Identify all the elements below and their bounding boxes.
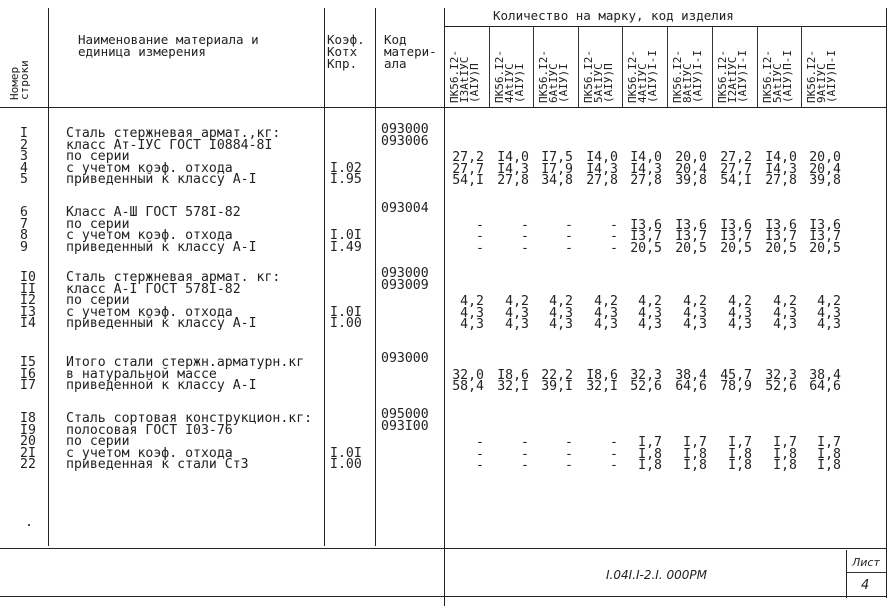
quantity-value: I,8: [817, 446, 841, 462]
quantity-value: 52,6: [765, 379, 797, 395]
quantity-value: 39,8: [809, 173, 841, 189]
quantity-value: 27,8: [630, 173, 662, 189]
quantity-value: 4,3: [505, 317, 529, 333]
quantity-value: -: [521, 458, 529, 474]
coefficient-values: I.0I I.00: [330, 445, 362, 473]
quantity-value: I4,0: [630, 150, 662, 166]
quantity-value: -: [565, 446, 573, 462]
quantity-value: -: [521, 435, 529, 451]
quantity-value: I,7: [773, 435, 797, 451]
quantity-value: 4,3: [638, 305, 662, 321]
quantity-value: I4,3: [765, 161, 797, 177]
coefficient-values: I.0I I.00: [330, 304, 362, 332]
mark-column-divider: [533, 26, 534, 107]
mark-column-divider: [622, 26, 623, 107]
mark-column-divider: [801, 26, 802, 107]
quantity-value: -: [565, 217, 573, 233]
quantity-value: 22,2: [541, 367, 573, 383]
quantity-value: -: [610, 240, 618, 256]
quantity-value: 27,8: [497, 173, 529, 189]
mark-header: ПК56.I2- 4AtIУС (AIУ)I-I: [626, 50, 659, 103]
material-description: Класс А-Ш ГОСТ 578I-82 по серии с учетом коэф. отхода приведенный к классу А-I: [66, 205, 257, 255]
quantity-value: 54,I: [720, 173, 752, 189]
quantity-value: I3,6: [765, 217, 797, 233]
quantity-value: I3,7: [675, 229, 707, 245]
mark-header: ПК56.I2- 9AtIУС (AIУ)П-I: [805, 50, 838, 103]
quantity-value: 20,5: [720, 240, 752, 256]
quantity-value: I8,6: [586, 367, 618, 383]
quantity-value: 4,2: [594, 294, 618, 310]
quantity-value: I,8: [638, 458, 662, 474]
quantity-value: 4,3: [594, 305, 618, 321]
quantity-value: I,7: [728, 435, 752, 451]
mark-column-divider: [578, 26, 579, 107]
material-code: 093000 093006: [381, 122, 429, 149]
header-material-code: Код матери- ала: [384, 32, 437, 71]
quantity-value: 20,4: [675, 161, 707, 177]
document-code: I.04I.I-2.I. 000PM: [606, 568, 707, 582]
quantity-value: -: [610, 217, 618, 233]
quantity-value: 64,6: [809, 379, 841, 395]
quantity-value: 4,3: [549, 317, 573, 333]
quantity-value: I3,7: [720, 229, 752, 245]
frame-line: [0, 548, 886, 549]
quantity-value: -: [521, 229, 529, 245]
frame-line: [886, 8, 887, 598]
quantity-value: -: [565, 240, 573, 256]
quantity-value: 4,3: [683, 305, 707, 321]
coefficient-values: I.02 I.95: [330, 160, 362, 188]
quantity-value: 4,2: [773, 294, 797, 310]
quantity-value: -: [610, 458, 618, 474]
quantity-value: I3,6: [675, 217, 707, 233]
quantity-value: 4,3: [638, 317, 662, 333]
quantity-value: 32,I: [497, 379, 529, 395]
mark-header: ПК56.I2- 5AtIУС (AIУ)П: [582, 50, 615, 103]
mark-header: ПК56.I2- 4AtIУС (AIУ)I: [493, 50, 526, 103]
material-code: 093000 093009: [381, 266, 429, 293]
sheet-label: Лист: [852, 556, 880, 569]
quantity-value: I4,0: [497, 150, 529, 166]
row-dot-marker: .: [25, 515, 33, 530]
quantity-value: 54,I: [452, 173, 484, 189]
mark-header: ПК56.I2- 5AtIУС (AIУ)П-I: [761, 50, 794, 103]
quantity-value: I4,3: [630, 161, 662, 177]
quantity-value: -: [610, 229, 618, 245]
quantity-value: 78,9: [720, 379, 752, 395]
quantity-value: 4,2: [549, 294, 573, 310]
quantity-value: I7,9: [541, 161, 573, 177]
quantity-value: -: [565, 458, 573, 474]
quantity-value: I3,6: [720, 217, 752, 233]
quantity-value: I8,6: [497, 367, 529, 383]
frame-line: [48, 8, 49, 546]
mark-header: ПК56.I2- I2AtIУС (AIУ)I-I: [716, 50, 749, 103]
quantity-value: -: [521, 446, 529, 462]
quantity-value: 32,0: [452, 367, 484, 383]
quantity-value: 27,2: [720, 150, 752, 166]
quantity-value: 32,3: [630, 367, 662, 383]
quantity-value: 4,2: [460, 294, 484, 310]
header-material-name: Наименование материала и единица измерения: [78, 32, 259, 59]
frame-line: [846, 572, 886, 573]
frame-line: [444, 26, 886, 27]
quantity-value: 4,3: [505, 305, 529, 321]
quantity-value: I3,7: [630, 229, 662, 245]
frame-line: [375, 8, 376, 546]
quantity-value: 4,2: [683, 294, 707, 310]
quantity-value: 27,2: [452, 150, 484, 166]
sheet-number: 4: [861, 578, 870, 593]
quantity-value: 27,8: [586, 173, 618, 189]
quantity-value: 4,2: [817, 294, 841, 310]
quantity-value: I,8: [683, 458, 707, 474]
frame-line: [324, 8, 325, 546]
row-numbers: 6 7 8 9: [20, 205, 28, 255]
quantity-value: 4,2: [728, 294, 752, 310]
quantity-value: -: [476, 217, 484, 233]
quantity-value: 4,3: [728, 305, 752, 321]
quantity-value: 58,4: [452, 379, 484, 395]
quantity-value: I,7: [817, 435, 841, 451]
mark-column-divider: [489, 26, 490, 107]
quantity-value: 4,3: [773, 305, 797, 321]
quantity-value: -: [476, 435, 484, 451]
material-description: Сталь стержневая армат. кг: класс А-I ГОСТ 578I-82 по серии с учетом коэф. отхода приведенный к классу А-I: [66, 270, 281, 332]
quantity-value: 20,0: [675, 150, 707, 166]
frame-line: [0, 596, 886, 597]
quantity-value: I3,7: [809, 229, 841, 245]
quantity-value: -: [565, 229, 573, 245]
quantity-value: 4,2: [505, 294, 529, 310]
quantity-value: 4,3: [549, 305, 573, 321]
quantity-value: I,7: [683, 435, 707, 451]
quantity-value: 20,5: [675, 240, 707, 256]
quantity-value: -: [476, 229, 484, 245]
mark-header: ПК56.I2- 8AtIУС (AIУ)I-I: [671, 50, 704, 103]
quantity-value: 4,3: [594, 317, 618, 333]
quantity-value: 4,3: [817, 317, 841, 333]
mark-header: ПК56.I2- I3AtIУС (AIУ)П: [448, 50, 481, 103]
quantity-value: -: [521, 217, 529, 233]
quantity-value: 4,3: [683, 317, 707, 333]
material-code: 093004: [381, 201, 429, 216]
frame-line: [444, 8, 445, 606]
quantity-value: I7,5: [541, 150, 573, 166]
quantity-value: I4,3: [586, 161, 618, 177]
quantity-value: 39,I: [541, 379, 573, 395]
quantity-value: 27,7: [452, 161, 484, 177]
quantity-value: I4,0: [765, 150, 797, 166]
coefficient-values: I.0I I.49: [330, 228, 362, 255]
quantity-value: 52,6: [630, 379, 662, 395]
quantity-value: I,8: [728, 446, 752, 462]
quantity-value: I,8: [773, 458, 797, 474]
quantity-value: I,8: [817, 458, 841, 474]
mark-column-divider: [757, 26, 758, 107]
quantity-value: I3,6: [630, 217, 662, 233]
quantity-value: I3,6: [809, 217, 841, 233]
mark-header: ПК56.I2- 6AtIУС (AIУ)I: [537, 50, 570, 103]
quantity-value: I,8: [638, 446, 662, 462]
mark-column-divider: [712, 26, 713, 107]
material-code: 093000: [381, 351, 429, 366]
quantity-value: 20,5: [809, 240, 841, 256]
header-coefficient: Коэф. Котх Кпр.: [327, 32, 365, 71]
quantity-value: 20,4: [809, 161, 841, 177]
quantity-value: 38,4: [675, 367, 707, 383]
quantity-value: -: [476, 446, 484, 462]
quantity-value: -: [610, 435, 618, 451]
mark-column-divider: [667, 26, 668, 107]
header-quantity-title: Количество на марку, код изделия: [493, 8, 734, 23]
quantity-value: 38,4: [809, 367, 841, 383]
quantity-value: -: [476, 458, 484, 474]
frame-line: [0, 107, 886, 108]
quantity-value: -: [521, 240, 529, 256]
quantity-value: 45,7: [720, 367, 752, 383]
quantity-value: 20,0: [809, 150, 841, 166]
quantity-value: I4,3: [497, 161, 529, 177]
quantity-value: -: [565, 435, 573, 451]
quantity-value: I,8: [683, 446, 707, 462]
quantity-value: 4,3: [460, 317, 484, 333]
quantity-value: I,7: [638, 435, 662, 451]
material-description: Итого стали стержн.арматурн.кг в натуральной массе приведенной к классу А-I: [66, 355, 305, 394]
quantity-value: 27,8: [765, 173, 797, 189]
quantity-value: I4,0: [586, 150, 618, 166]
quantity-value: I,8: [773, 446, 797, 462]
quantity-value: 4,2: [638, 294, 662, 310]
quantity-value: -: [610, 446, 618, 462]
quantity-value: 20,5: [630, 240, 662, 256]
quantity-value: 27,7: [720, 161, 752, 177]
quantity-value: 4,3: [460, 305, 484, 321]
quantity-value: 4,3: [773, 317, 797, 333]
material-description: Сталь стержневая армат.,кг: класс Ат-IУС ГОСТ I0884-8I по серии с учетом коэф. отхода приведенный к классу А-I: [66, 126, 281, 188]
quantity-value: I,8: [728, 458, 752, 474]
row-numbers: I8 I9 20 2I 22: [20, 411, 36, 473]
header-row-number: Номер строки: [8, 60, 31, 100]
quantity-value: -: [476, 240, 484, 256]
quantity-value: 20,5: [765, 240, 797, 256]
row-numbers: I 2 3 4 5: [20, 126, 28, 188]
frame-line: [846, 550, 847, 598]
quantity-value: 64,6: [675, 379, 707, 395]
quantity-value: 34,8: [541, 173, 573, 189]
quantity-value: I3,7: [765, 229, 797, 245]
quantity-value: 4,3: [817, 305, 841, 321]
row-numbers: I0 II I2 I3 I4: [20, 270, 36, 332]
material-code: 095000 093I00: [381, 407, 429, 434]
quantity-value: 32,I: [586, 379, 618, 395]
quantity-value: 4,3: [728, 317, 752, 333]
material-description: Сталь сортовая конструкцион.кг: полосовая ГОСТ I03-76 по серии с учетом коэф. отхода приведенная к стали Ст3: [66, 411, 313, 473]
quantity-value: 32,3: [765, 367, 797, 383]
quantity-value: 39,8: [675, 173, 707, 189]
row-numbers: I5 I6 I7: [20, 355, 36, 394]
